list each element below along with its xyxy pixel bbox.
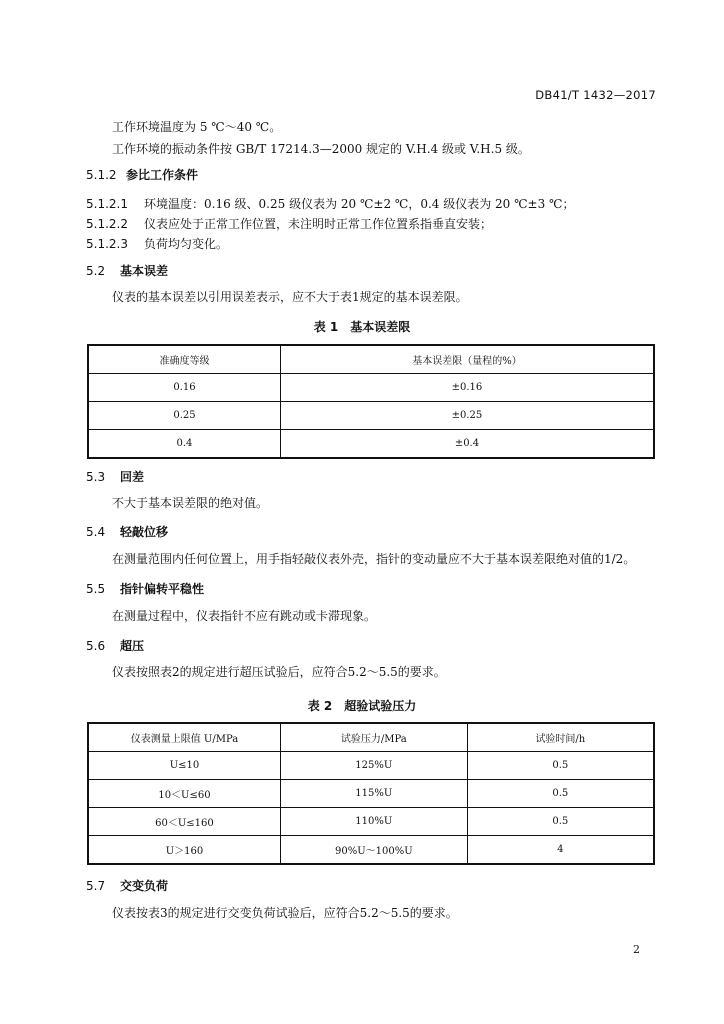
basic-error-table bbox=[87, 344, 655, 459]
table-cell: 0.4 bbox=[88, 430, 280, 459]
page-number: 2 bbox=[633, 943, 640, 956]
table-header-cell: 试验时间/h bbox=[467, 723, 654, 752]
table-row bbox=[88, 808, 654, 836]
section-5-2-text: 仪表的基本误差以引用误差表示，应不大于表1规定的基本误差限。 bbox=[112, 290, 468, 304]
section-5-2-heading bbox=[86, 262, 168, 279]
section-5-4-heading bbox=[86, 523, 168, 540]
section-5-6-heading bbox=[86, 637, 144, 654]
section-5-3-text: 不大于基本误差限的绝对值。 bbox=[112, 496, 269, 510]
section-title: 轻敲位移 bbox=[120, 525, 169, 539]
item-5-1-2-2 bbox=[86, 215, 492, 232]
section-number: 5.5 bbox=[86, 582, 106, 596]
section-5-3-heading bbox=[86, 468, 144, 485]
section-number: 5.3 bbox=[86, 470, 106, 484]
item-text: 仪表应处于正常工作位置，未注明时正常工作位置系指垂直安装； bbox=[144, 217, 493, 231]
section-number: 5.1.2 bbox=[86, 168, 117, 182]
section-number: 5.4 bbox=[86, 525, 106, 539]
section-title: 指针偏转平稳性 bbox=[120, 582, 205, 596]
section-title: 参比工作条件 bbox=[126, 168, 199, 182]
table-cell: 90%U～100%U bbox=[280, 836, 467, 865]
table-row bbox=[88, 402, 654, 430]
section-5-4-text: 在测量范围内任何位置上，用手指轻敲仪表外壳，指针的变动量应不大于基本误差限绝对值的1/2。 bbox=[112, 552, 636, 566]
section-5-5-text: 在测量过程中，仪表指针不应有跳动或卡滞现象。 bbox=[112, 609, 377, 623]
table-cell: 4 bbox=[467, 836, 654, 865]
item-5-1-2-3 bbox=[86, 235, 228, 252]
section-title: 回差 bbox=[120, 470, 145, 484]
section-5-7-text: 仪表按表3的规定进行交变负荷试验后，应符合5.2～5.5的要求。 bbox=[112, 906, 458, 920]
item-text: 负荷均匀变化。 bbox=[144, 237, 229, 251]
table-cell: 115%U bbox=[280, 780, 467, 808]
table-row bbox=[88, 430, 654, 459]
table-row bbox=[88, 780, 654, 808]
table-row bbox=[88, 752, 654, 780]
table-cell: 0.5 bbox=[467, 808, 654, 836]
section-title: 超压 bbox=[120, 639, 145, 653]
table-header-cell: 准确度等级 bbox=[88, 345, 280, 374]
section-5-7-heading bbox=[86, 877, 168, 894]
table-cell: U≤10 bbox=[88, 752, 280, 780]
section-title: 基本误差 bbox=[120, 264, 169, 278]
table-row bbox=[88, 836, 654, 865]
document-code-header: DB41/T 1432—2017 bbox=[535, 88, 656, 102]
section-number: 5.7 bbox=[86, 879, 106, 893]
table-cell: ±0.16 bbox=[280, 374, 654, 402]
item-number: 5.1.2.3 bbox=[86, 237, 128, 251]
vibration-paragraph: 工作环境的振动条件按 GB/T 17214.3—2000 规定的 V.H.4 级或 V.H.5 级。 bbox=[112, 142, 530, 156]
table-2-caption: 表 2 超验试验压力 bbox=[307, 699, 417, 713]
item-text: 环境温度：0.16 级、0.25 级仪表为 20 ℃±2 ℃，0.4 级仪表为 20 ℃±3 ℃； bbox=[144, 197, 575, 211]
table-cell: 0.16 bbox=[88, 374, 280, 402]
table-cell: 60＜U≤160 bbox=[88, 808, 280, 836]
table-1-caption: 表 1 基本误差限 bbox=[313, 320, 411, 334]
table-cell: ±0.4 bbox=[280, 430, 654, 459]
section-5-1-2-heading bbox=[86, 166, 198, 183]
table-cell: ±0.25 bbox=[280, 402, 654, 430]
table-header-cell: 试验压力/MPa bbox=[280, 723, 467, 752]
section-5-6-text: 仪表按照表2的规定进行超压试验后，应符合5.2～5.5的要求。 bbox=[112, 665, 446, 679]
section-number: 5.2 bbox=[86, 264, 106, 278]
table-cell: 110%U bbox=[280, 808, 467, 836]
env-temp-paragraph: 工作环境温度为 5 ℃～40 ℃。 bbox=[112, 120, 282, 134]
overpressure-test-table bbox=[87, 722, 655, 865]
table-header-cell: 基本误差限（量程的%） bbox=[280, 345, 654, 374]
item-number: 5.1.2.1 bbox=[86, 197, 128, 211]
table-cell: 0.5 bbox=[467, 780, 654, 808]
table-cell: U＞160 bbox=[88, 836, 280, 865]
table-header-cell: 仪表测量上限值 U/MPa bbox=[88, 723, 280, 752]
table-cell: 0.5 bbox=[467, 752, 654, 780]
table-cell: 10＜U≤60 bbox=[88, 780, 280, 808]
table-row bbox=[88, 374, 654, 402]
table-header-row bbox=[88, 345, 654, 374]
section-number: 5.6 bbox=[86, 639, 106, 653]
section-title: 交变负荷 bbox=[120, 879, 169, 893]
section-5-5-heading bbox=[86, 580, 204, 597]
item-5-1-2-1 bbox=[86, 195, 574, 212]
table-cell: 125%U bbox=[280, 752, 467, 780]
table-cell: 0.25 bbox=[88, 402, 280, 430]
item-number: 5.1.2.2 bbox=[86, 217, 128, 231]
table-header-row bbox=[88, 723, 654, 752]
